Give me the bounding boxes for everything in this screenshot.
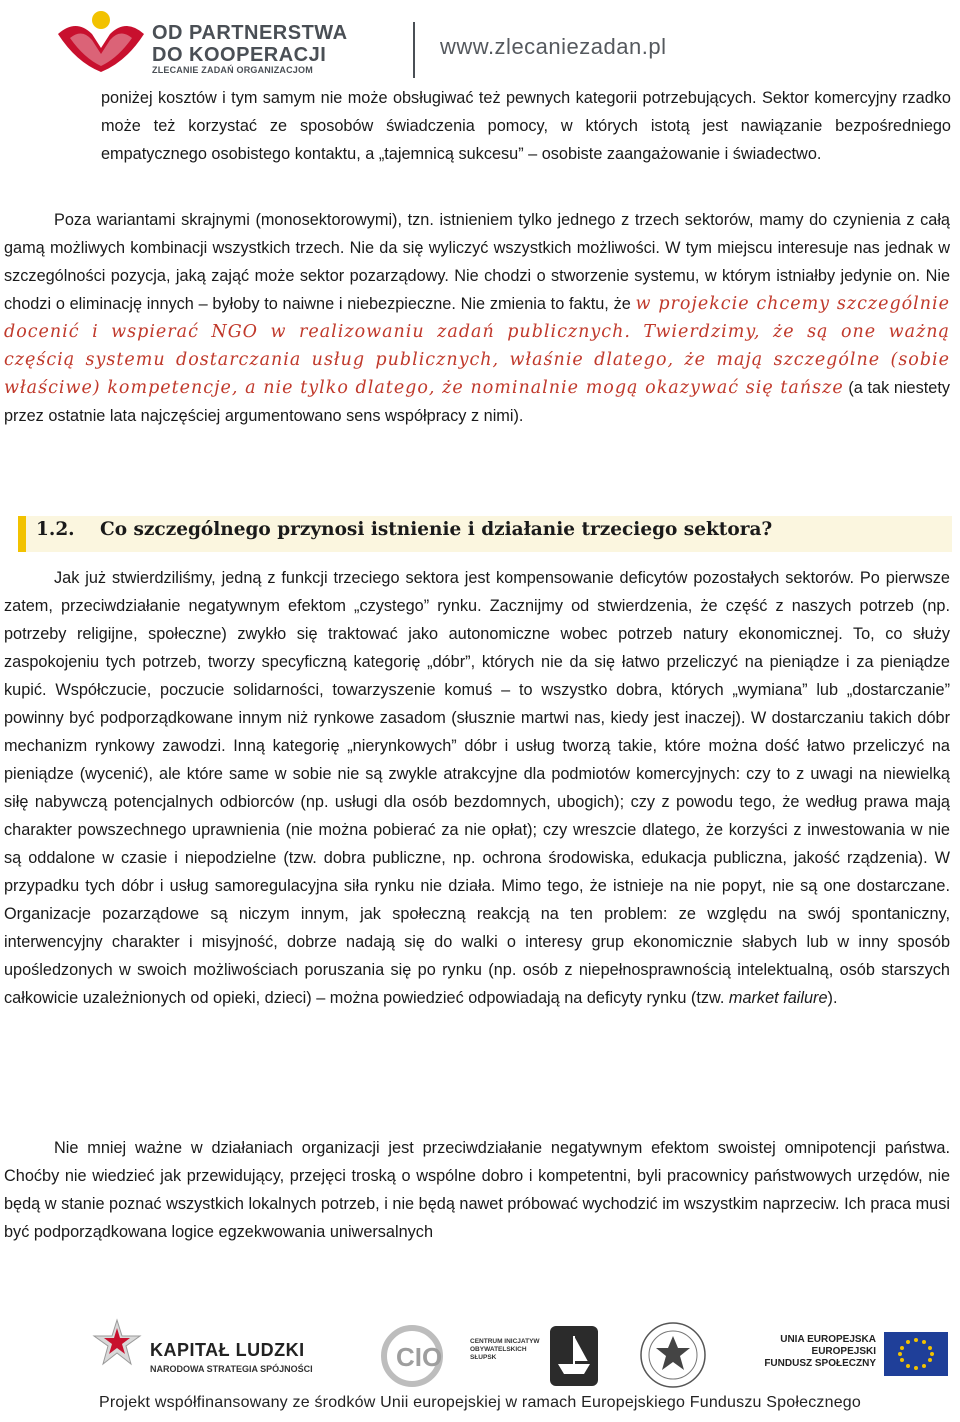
eu-label-line2: EUROPEJSKI — [811, 1346, 876, 1357]
cio-logo-icon — [380, 1324, 444, 1388]
page-footer — [0, 1310, 960, 1422]
paragraph-3-italic: market failure — [728, 989, 828, 1007]
cio-logo-text: CENTRUM INICJATYW OBYWATELSKICH SŁUPSK — [470, 1338, 540, 1361]
eu-label — [736, 1334, 876, 1370]
paragraph-3-tail: ). — [827, 989, 838, 1007]
page-header — [0, 0, 960, 84]
paragraph-2-lead: Poza wariantami skrajnymi (monosektorowymi), tzn. istnieniem tylko jednego z trzech sektorów, mamy do czynienia z całą gamą możliwych kombinacji wszystkich trzech. Nie da się wyliczyć wszystkich możliwości. W tym miejscu interesuje nas jednak w szczególności pozycja, jaką zająć może sektor pozarządowy. Nie chodzi o stworzenie systemu, w którym istniałby jedynie on. Nie chodzi o eliminację innych – byłoby to naiwne i niebezpieczne. Nie zmienia to faktu, że — [4, 211, 950, 313]
kapital-ludzki-logo-icon — [92, 1318, 142, 1370]
kapital-ludzki-subtitle: NARODOWA STRATEGIA SPÓJNOŚCI — [150, 1364, 313, 1374]
kapital-ludzki-title: KAPITAŁ LUDZKI — [150, 1340, 305, 1360]
ship-emblem-icon — [548, 1324, 600, 1388]
eu-label-line3: FUNDUSZ SPOŁECZNY — [764, 1358, 876, 1369]
header-divider — [413, 22, 415, 78]
org-name-line1: OD PARTNERSTWA — [152, 22, 348, 44]
paragraph-2 — [4, 206, 950, 430]
section-accent-bar — [18, 516, 26, 552]
section-number: 1.2. — [36, 519, 75, 540]
eu-flag-icon — [884, 1332, 948, 1376]
partnership-logo-icon — [56, 8, 146, 74]
org-name-line2: DO KOOPERACJI — [152, 44, 327, 66]
paragraph-3-lead: Jak już stwierdziliśmy, jedną z funkcji trzeciego sektora jest kompensowanie deficytów pozostałych sektorów. Po pierwsze zatem, przeciwdziałanie negatywnym efektom „czystego” rynku. Zacznijmy od stwierdzenia, że część z naszych potrzeb (np. potrzeby religijne, społeczne) zwykło się traktować jako autonomiczne wobec potrzeb natury ekonomicznej. To, co służy zaspokojeniu tych potrzeb, tworzy specyficzną kategorię „dóbr”, których nie da się łatwo przeliczyć na pieniądze i za pieniądze kupić. Współczucie, poczucie solidarności, towarzyszenie komuś – to wszystko dobra, których „wymiana” lub „dostarczanie” powinny być podporządkowane innym niż rynkowe zasadom (słusznie martwi nas, kiedy jest inaczej). W dostarczaniu takich dóbr mechanizm rynkowy zawodzi. Inną kategorię „nierynkowych” dóbr i usług tworzą takie, które można dość łatwo przeliczyć na pieniądze (wycenić), ale które same w sobie nie są zwykle atrakcyjne dla podmiotów komercyjnych: czy to z uwagi na niewielką siłę nabywczą potencjalnych odbiorców (np. usługi dla osób bezdomnych, ubogich); czy z powodu tego, że według prawa mają charakter powszechnego uprawnienia (nie można pobierać za nie opłat); czy wreszcie dlatego, że korzyści z inwestowania w nie są oddalone w czasie i niepodzielne (tzw. dobra publiczne, np. ochrona środowiska, edukacja publiczna, jakość rządzenia). W przypadku tych dóbr i usług samoregulacyjna siła rynku nie działa. Mimo tego, że istnieje na nie popyt, nie są one dostarczane. Organizacje pozarządowe są niczym innym, jak społeczną reakcją na ten problem: ze względu na swój spontaniczny, interwencyjny charakter i misyjność, dobrze nadają się do walki o interesy grup ekonomicznie słabych lub w inny sposób upośledzonych w swoich możliwościach poruszania się po rynku (np. osób z niepełnosprawnością intelektualną, osób starszych całkowicie uzależnionych od opieki, dzieci) – można powiedzieć odpowiadają na deficyty rynku (tzw. — [4, 569, 950, 1007]
funding-statement: Projekt współfinansowany ze środków Unii europejskiej w ramach Europejskiego Funduszu Społecznego — [98, 1394, 861, 1411]
org-name — [152, 22, 348, 66]
paragraph-4: Nie mniej ważne w działaniach organizacji jest przeciwdziałanie negatywnym efektom swoistej omnipotencji państwa. Choćby nie wiedzieć jak przewidujący, przejęci troską o wspólne dobro i kompetentni, byli pracownicy państwowych urzędów, nie będą w stanie poznać wszystkich lokalnych potrzeb, i nie będą nawet próbować wychodzić im wszystkim naprzeciw. Ich praca musi być podporządkowana logice egzekwowania uniwersalnych — [4, 1139, 950, 1241]
eu-label-line1: UNIA EUROPEJSKA — [780, 1334, 876, 1345]
university-seal-icon — [640, 1318, 706, 1392]
org-subtitle: ZLECANIE ZADAŃ ORGANIZACJOM — [152, 65, 313, 75]
paragraph-1: poniżej kosztów i tym samym nie może obsługiwać też pewnych kategorii potrzebujących. Sektor komercyjny rzadko może też korzystać ze sposobów świadczenia pomocy, w których istotą jest nawiązanie bezpośredniego empatycznego osobistego kontaktu, a „tajemnicą sukcesu” – osobiste zaangażowanie i świadectwo. — [101, 89, 951, 163]
paragraph-2-highlight: w projekcie chcemy szczególnie docenić i wspierać NGO w realizowaniu zadań publicznych. Twierdzimy, że są one ważną częścią systemu dostarczania usług publicznych, właśnie dlatego, że mają szczególne (sobie właściwe) kompetencje, a nie tylko dlatego, że nominalnie mogą okazywać się tańsze — [4, 294, 950, 398]
header-url[interactable]: www.zlecaniezadan.pl — [440, 34, 667, 59]
section-title: Co szczególnego przynosi istnienie i działanie trzeciego sektora? — [100, 519, 773, 540]
paragraph-2-tail: (a tak niestety przez ostatnie lata najczęściej argumentowano sens współpracy z nimi). — [4, 379, 950, 425]
paragraph-3 — [4, 564, 950, 1012]
svg-text:CIO: CIO — [396, 1342, 443, 1372]
